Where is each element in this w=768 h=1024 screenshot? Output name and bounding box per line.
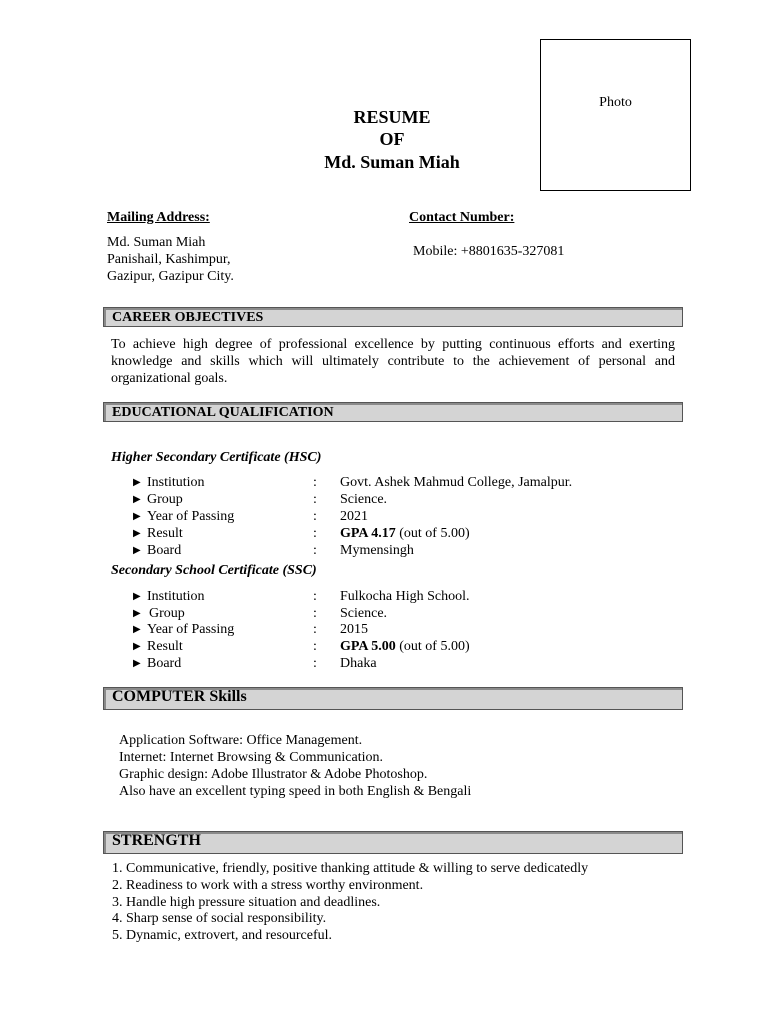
row-colon: :: [313, 589, 317, 604]
hsc-row-result: [133, 525, 673, 542]
row-label: Result: [147, 526, 183, 541]
arrow-right-icon: ▶: [133, 658, 141, 669]
mailing-line: Md. Suman Miah: [107, 235, 206, 250]
ssc-row-year: [133, 621, 673, 638]
row-value: Science.: [340, 492, 388, 507]
strength-item: 1. Communicative, friendly, positive thanking attitude & willing to serve dedicatedly: [112, 861, 589, 876]
hsc-row-board: [133, 542, 673, 559]
row-value: Mymensingh: [340, 543, 414, 558]
computer-skills-section-bar: [103, 687, 683, 710]
strength-section-bar: [103, 831, 683, 854]
candidate-name: Md. Suman Miah: [324, 152, 460, 172]
arrow-right-icon: ▶: [133, 528, 141, 539]
arrow-right-icon: ▶: [133, 591, 141, 602]
arrow-right-icon: ▶: [133, 608, 141, 619]
row-label: Year of Passing: [147, 622, 235, 637]
row-colon: :: [313, 543, 317, 558]
ssc-row-result: [133, 638, 673, 655]
row-value: Govt. Ashek Mahmud College, Jamalpur.: [340, 475, 573, 490]
row-colon: :: [313, 492, 317, 507]
strength-item: 3. Handle high pressure situation and deadlines.: [112, 895, 381, 910]
row-label: Group: [147, 492, 183, 507]
row-label: Institution: [147, 475, 205, 490]
row-colon: :: [313, 526, 317, 541]
strength-item: 4. Sharp sense of social responsibility.: [112, 911, 327, 926]
row-label: Board: [147, 656, 182, 671]
education-section-bar: [103, 402, 683, 422]
row-colon: :: [313, 639, 317, 654]
arrow-right-icon: ▶: [133, 494, 141, 505]
hsc-row-institution: [133, 474, 673, 491]
row-value: 2015: [340, 622, 368, 637]
ssc-row-group: [133, 605, 673, 622]
hsc-row-group: [133, 491, 673, 508]
skill-line: Application Software: Office Management.: [119, 733, 363, 748]
photo-label: Photo: [599, 95, 632, 110]
arrow-right-icon: ▶: [133, 477, 141, 488]
ssc-row-institution: [133, 588, 673, 605]
ssc-row-board: [133, 655, 673, 672]
hsc-title: Higher Secondary Certificate (HSC): [111, 450, 322, 465]
mailing-address-heading: Mailing Address:: [107, 210, 210, 225]
row-label: Board: [147, 543, 182, 558]
gpa-scale: (out of 5.00): [395, 526, 470, 541]
row-label: Institution: [147, 589, 205, 604]
contact-number-heading: Contact Number:: [409, 210, 515, 225]
strength-item: 2. Readiness to work with a stress worthy environment.: [112, 878, 424, 893]
row-value: Dhaka: [340, 656, 377, 671]
photo-placeholder: [540, 39, 691, 191]
row-value: 2021: [340, 509, 368, 524]
row-value: Science.: [340, 606, 388, 621]
gpa-value: GPA 5.00: [340, 639, 396, 654]
row-colon: :: [313, 606, 317, 621]
row-label: Group: [149, 606, 185, 621]
row-value: [340, 638, 470, 655]
strength-item: 5. Dynamic, extrovert, and resourceful.: [112, 928, 333, 943]
gpa-value: GPA 4.17: [340, 526, 396, 541]
arrow-right-icon: ▶: [133, 545, 141, 556]
education-heading: EDUCATIONAL QUALIFICATION: [112, 405, 334, 420]
mailing-line: Panishail, Kashimpur,: [107, 252, 231, 267]
skill-line: Graphic design: Adobe Illustrator & Adobe Photoshop.: [119, 767, 428, 782]
row-colon: :: [313, 622, 317, 637]
row-colon: :: [313, 475, 317, 490]
hsc-row-year: [133, 508, 673, 525]
arrow-right-icon: ▶: [133, 624, 141, 635]
resume-title-of: OF: [379, 129, 405, 149]
career-objectives-text: To achieve high degree of professional excellence by putting continuous efforts and exerting knowledge and skills which will ultimately contribute to the achievement of personal and organizational goals.: [111, 337, 675, 386]
skill-line: Also have an excellent typing speed in both English & Bengali: [119, 784, 472, 799]
row-label: Year of Passing: [147, 509, 235, 524]
career-objectives-section-bar: [103, 307, 683, 327]
skill-line: Internet: Internet Browsing & Communication.: [119, 750, 384, 765]
row-colon: :: [313, 656, 317, 671]
mobile-number: Mobile: +8801635-327081: [413, 244, 565, 259]
resume-title: RESUME: [353, 107, 431, 127]
arrow-right-icon: ▶: [133, 641, 141, 652]
gpa-scale: (out of 5.00): [395, 639, 470, 654]
arrow-right-icon: ▶: [133, 511, 141, 522]
row-value: Fulkocha High School.: [340, 589, 470, 604]
mailing-line: Gazipur, Gazipur City.: [107, 269, 234, 284]
row-value: [340, 525, 470, 542]
career-objectives-heading: CAREER OBJECTIVES: [112, 310, 264, 325]
row-label: Result: [147, 639, 183, 654]
row-colon: :: [313, 509, 317, 524]
computer-skills-heading: COMPUTER Skills: [112, 688, 247, 705]
ssc-title: Secondary School Certificate (SSC): [111, 563, 317, 578]
strength-heading: STRENGTH: [112, 832, 201, 849]
